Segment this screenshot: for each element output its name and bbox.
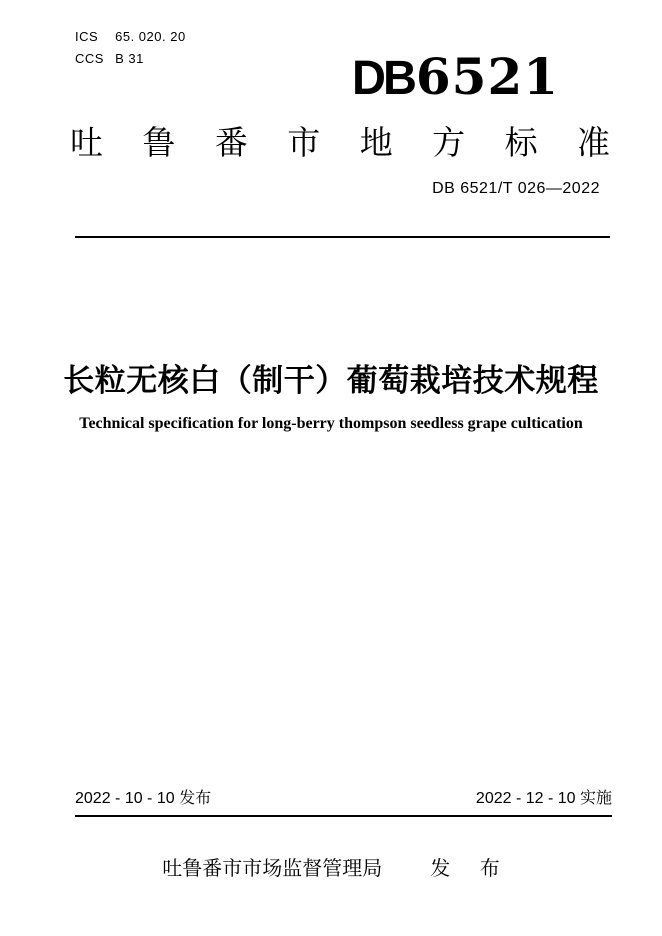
footer-dates-row: [75, 785, 612, 817]
ics-label: ICS: [75, 29, 99, 44]
ccs-value: B 31: [115, 51, 144, 66]
implement-date: 2022 - 12 - 10 实施: [475, 790, 612, 807]
standard-document-number: DB 6521/T 026—2022: [432, 180, 600, 197]
publisher-name: 吐鲁番市市场监督管理局: [162, 858, 383, 880]
header-divider-rule: [75, 236, 610, 238]
ics-value: 65. 020. 20: [115, 29, 186, 44]
ccs-label: CCS: [75, 51, 104, 66]
publish-label: 发 布: [430, 858, 512, 880]
document-title-chinese: 长粒无核白（制干）葡萄栽培技术规程: [63, 363, 599, 399]
ccs-code-row: [75, 48, 186, 70]
ics-code-row: [75, 26, 186, 48]
logo-db-prefix: DB: [352, 50, 414, 105]
publisher-row: [0, 852, 662, 881]
logo-number: 6521: [415, 47, 560, 106]
document-title-english: Technical specification for long-berry thompson seedless grape cultication: [79, 415, 583, 432]
standard-series-title: 吐鲁番市地方标准: [70, 123, 610, 162]
issue-date: 2022 - 10 - 10 发布: [75, 790, 212, 807]
db6521-logo: [352, 47, 560, 106]
classification-codes: [75, 26, 186, 70]
